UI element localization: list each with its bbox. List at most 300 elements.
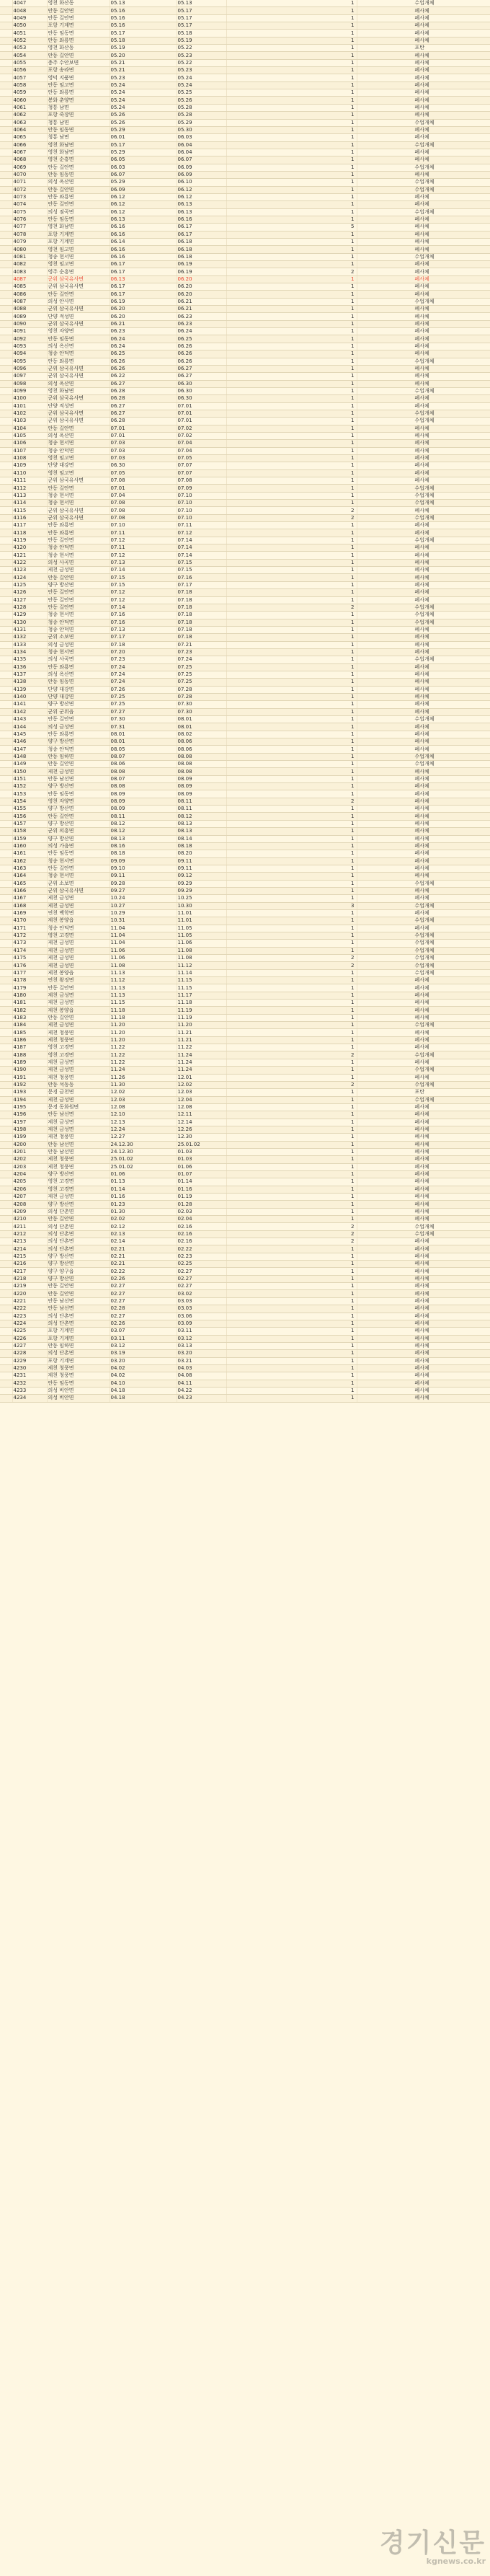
newspaper-watermark	[380, 2523, 486, 2566]
row-marker	[0, 984, 12, 992]
cell-id: 4186	[12, 1036, 47, 1044]
cell-d2: 09.29	[177, 887, 226, 894]
cell-d2: 07.02	[177, 425, 226, 432]
cell-n: 1	[226, 917, 357, 925]
cell-id: 4087	[12, 298, 47, 305]
cell-n: 1	[226, 544, 357, 552]
cell-n: 1	[226, 656, 357, 663]
cell-n: 1	[226, 671, 357, 678]
cell-d1: 07.25	[110, 701, 177, 708]
cell-loc: 양구 방산면	[47, 820, 110, 827]
table-row	[0, 1014, 490, 1021]
table-row	[0, 119, 490, 126]
cell-loc: 안동 길안면	[47, 596, 110, 604]
watermark-url: kgnews.co.kr	[426, 2557, 486, 2566]
cell-s: 폐사체	[357, 1216, 490, 1223]
cell-d2: 06.16	[177, 216, 226, 223]
cell-d1: 05.24	[110, 104, 177, 111]
row-marker	[0, 462, 12, 469]
cell-d1: 08.05	[110, 746, 177, 753]
cell-id: 4139	[12, 686, 47, 693]
table-row	[0, 395, 490, 402]
table-row	[0, 746, 490, 753]
cell-s: 폐사체	[357, 1141, 490, 1148]
cell-n: 2	[226, 1238, 357, 1245]
cell-n: 1	[226, 1305, 357, 1313]
cell-loc: 연천 백학면	[47, 909, 110, 917]
cell-s: 폐사체	[357, 477, 490, 485]
cell-id: 4132	[12, 634, 47, 641]
cell-d1: 07.24	[110, 663, 177, 671]
cell-s: 폐사체	[357, 74, 490, 81]
table-row	[0, 1230, 490, 1238]
cell-id: 4101	[12, 402, 47, 410]
cell-s: 폐사체	[357, 7, 490, 14]
cell-d2: 12.04	[177, 1096, 226, 1103]
cell-s: 폐사체	[357, 738, 490, 746]
row-marker	[0, 0, 12, 7]
cell-d1: 07.16	[110, 612, 177, 619]
table-row	[0, 500, 490, 507]
cell-d2: 02.27	[177, 1283, 226, 1290]
cell-d1: 02.21	[110, 1261, 177, 1268]
row-marker	[0, 522, 12, 529]
table-row	[0, 589, 490, 596]
table-row	[0, 850, 490, 857]
cell-d1: 06.13	[110, 275, 177, 283]
cell-id: 4076	[12, 216, 47, 223]
row-marker	[0, 947, 12, 954]
cell-n: 1	[226, 298, 357, 305]
cell-d1: 11.20	[110, 1029, 177, 1036]
cell-s: 폐사체	[357, 842, 490, 850]
cell-d1: 06.21	[110, 320, 177, 327]
cell-n: 1	[226, 1029, 357, 1036]
table-row	[0, 358, 490, 365]
cell-d2: 02.03	[177, 1208, 226, 1215]
cell-n: 2	[226, 798, 357, 805]
cell-loc: 의성 비안면	[47, 1387, 110, 1394]
cell-d1: 07.11	[110, 529, 177, 537]
table-row	[0, 1051, 490, 1059]
cell-d2: 08.09	[177, 775, 226, 782]
cell-n: 1	[226, 14, 357, 22]
cell-n: 1	[226, 156, 357, 164]
cell-d2: 07.10	[177, 492, 226, 499]
row-marker	[0, 1283, 12, 1290]
cell-n: 1	[226, 693, 357, 700]
watermark-logo: 경기신문	[379, 2528, 486, 2558]
cell-s: 폐사체	[357, 328, 490, 335]
row-marker	[0, 731, 12, 738]
cell-s: 폐사체	[357, 201, 490, 208]
cell-id: 4073	[12, 193, 47, 200]
cell-d1: 05.16	[110, 14, 177, 22]
table-row	[0, 522, 490, 529]
table-row	[0, 1372, 490, 1380]
cell-s: 폐사체	[357, 1170, 490, 1178]
cell-d1: 06.22	[110, 373, 177, 380]
table-row	[0, 723, 490, 731]
cell-d2: 07.18	[177, 596, 226, 604]
cell-d2: 02.04	[177, 1216, 226, 1223]
cell-d2: 06.03	[177, 134, 226, 141]
cell-d1: 04.18	[110, 1395, 177, 1402]
cell-s: 폐사체	[357, 59, 490, 66]
row-marker	[0, 1170, 12, 1178]
table-row	[0, 969, 490, 976]
cell-id: 4156	[12, 813, 47, 820]
row-marker	[0, 1297, 12, 1305]
cell-d1: 01.16	[110, 1194, 177, 1201]
cell-d1: 11.08	[110, 962, 177, 969]
cell-id: 4062	[12, 112, 47, 119]
cell-s: 폐사체	[357, 1186, 490, 1193]
table-row	[0, 89, 490, 97]
cell-id: 4061	[12, 104, 47, 111]
cell-loc: 청송 현서면	[47, 500, 110, 507]
row-marker	[0, 447, 12, 454]
cell-loc: 군위 삼국유사면	[47, 275, 110, 283]
cell-d2: 05.24	[177, 74, 226, 81]
cell-d2: 03.06	[177, 1313, 226, 1320]
cell-loc: 제천 금성면	[47, 1119, 110, 1126]
row-marker	[0, 216, 12, 223]
cell-id: 4053	[12, 45, 47, 52]
row-marker	[0, 574, 12, 581]
cell-d2: 11.17	[177, 992, 226, 999]
cell-id: 4075	[12, 208, 47, 216]
cell-n: 1	[226, 969, 357, 976]
cell-d2: 01.03	[177, 1148, 226, 1155]
row-marker	[0, 1029, 12, 1036]
cell-d1: 06.09	[110, 186, 177, 193]
cell-id: 4158	[12, 828, 47, 835]
row-marker	[0, 895, 12, 902]
cell-s: 폐사체	[357, 1290, 490, 1297]
cell-loc: 의성 단촌면	[47, 1223, 110, 1230]
table-row	[0, 45, 490, 52]
cell-n: 1	[226, 1208, 357, 1215]
row-marker	[0, 790, 12, 798]
cell-d1: 05.20	[110, 52, 177, 59]
cell-id: 4051	[12, 30, 47, 37]
cell-d1: 07.15	[110, 574, 177, 581]
cell-d2: 07.09	[177, 485, 226, 492]
cell-loc: 제천 금성면	[47, 955, 110, 962]
table-row	[0, 193, 490, 200]
cell-loc: 군위 소보면	[47, 880, 110, 887]
cell-d1: 05.24	[110, 81, 177, 89]
cell-n: 1	[226, 275, 357, 283]
cell-loc: 안동 길안면	[47, 813, 110, 820]
row-marker	[0, 1223, 12, 1230]
cell-loc: 안동 길안면	[47, 201, 110, 208]
row-marker	[0, 112, 12, 119]
row-marker	[0, 253, 12, 260]
cell-id: 4160	[12, 842, 47, 850]
row-marker	[0, 828, 12, 835]
cell-id: 4230	[12, 1364, 47, 1372]
cell-d2: 11.05	[177, 925, 226, 932]
table-row	[0, 1387, 490, 1394]
cell-loc: 군위 군위읍	[47, 708, 110, 715]
cell-d2: 08.13	[177, 820, 226, 827]
row-marker	[0, 81, 12, 89]
cell-loc: 포항 기계면	[47, 231, 110, 238]
table-row	[0, 790, 490, 798]
cell-s: 폐사체	[357, 1357, 490, 1364]
cell-d1: 06.19	[110, 298, 177, 305]
cell-d2: 08.18	[177, 842, 226, 850]
cell-id: 4183	[12, 1014, 47, 1021]
table-row	[0, 1320, 490, 1327]
cell-id: 4116	[12, 514, 47, 521]
row-marker	[0, 708, 12, 715]
cell-s: 폐사체	[357, 1156, 490, 1163]
row-marker	[0, 395, 12, 402]
cell-n: 1	[226, 648, 357, 656]
row-marker	[0, 283, 12, 291]
cell-d1: 03.19	[110, 1350, 177, 1357]
cell-loc: 단양 적성면	[47, 313, 110, 320]
cell-d1: 08.08	[110, 768, 177, 775]
cell-n: 1	[226, 126, 357, 133]
cell-id: 4166	[12, 887, 47, 894]
cell-s: 폐사체	[357, 865, 490, 872]
row-marker	[0, 1081, 12, 1088]
row-marker	[0, 1014, 12, 1021]
cell-n: 1	[226, 74, 357, 81]
cell-d2: 08.20	[177, 850, 226, 857]
cell-n: 1	[226, 1186, 357, 1193]
table-row	[0, 164, 490, 171]
cell-d2: 06.09	[177, 164, 226, 171]
cell-n: 1	[226, 820, 357, 827]
cell-s: 폐사체	[357, 275, 490, 283]
table-row	[0, 813, 490, 820]
cell-loc: 청통 남면	[47, 104, 110, 111]
cell-id: 4176	[12, 962, 47, 969]
table-row	[0, 798, 490, 805]
table-row	[0, 201, 490, 208]
row-marker	[0, 306, 12, 313]
cell-loc: 제천 금성면	[47, 1067, 110, 1074]
cell-d1: 08.07	[110, 753, 177, 760]
cell-s: 폐사체	[357, 1126, 490, 1133]
cell-id: 4048	[12, 7, 47, 14]
cell-s: 폐사체	[357, 1111, 490, 1119]
cell-s: 수업개체	[357, 947, 490, 954]
cell-n: 1	[226, 1372, 357, 1380]
cell-n: 1	[226, 977, 357, 984]
cell-s: 폐사체	[357, 1201, 490, 1208]
table-row	[0, 7, 490, 14]
table-row	[0, 126, 490, 133]
cell-n: 1	[226, 873, 357, 880]
cell-n: 1	[226, 522, 357, 529]
cell-d1: 25.01.02	[110, 1163, 177, 1170]
row-marker	[0, 835, 12, 842]
cell-s: 폐사체	[357, 1364, 490, 1372]
row-marker	[0, 298, 12, 305]
cell-n: 1	[226, 454, 357, 462]
cell-loc: 안동 석동동	[47, 1081, 110, 1088]
cell-s: 폐사체	[357, 693, 490, 700]
cell-s: 폐사체	[357, 306, 490, 313]
table-row	[0, 1044, 490, 1051]
table-row	[0, 37, 490, 44]
cell-n: 1	[226, 1194, 357, 1201]
table-row	[0, 768, 490, 775]
cell-loc: 영천 화남면	[47, 224, 110, 231]
cell-loc: 군위 삼국유사면	[47, 887, 110, 894]
table-row	[0, 1261, 490, 1268]
cell-d1: 07.08	[110, 500, 177, 507]
cell-d1: 07.01	[110, 485, 177, 492]
row-marker	[0, 201, 12, 208]
row-marker	[0, 52, 12, 59]
cell-loc: 안동 임하면	[47, 1342, 110, 1349]
cell-d1: 12.13	[110, 1119, 177, 1126]
cell-d1: 05.29	[110, 126, 177, 133]
table-row	[0, 1022, 490, 1029]
cell-n: 1	[226, 1313, 357, 1320]
row-marker	[0, 74, 12, 81]
row-marker	[0, 440, 12, 447]
cell-n: 1	[226, 30, 357, 37]
cell-d2: 06.18	[177, 239, 226, 246]
cell-s: 폐사체	[357, 1268, 490, 1275]
cell-loc: 제천 금성면	[47, 1126, 110, 1133]
row-marker	[0, 1208, 12, 1215]
cell-s: 폐사체	[357, 1074, 490, 1081]
cell-n: 1	[226, 940, 357, 947]
cell-loc: 제천 금성면	[47, 947, 110, 954]
cell-d2: 05.23	[177, 52, 226, 59]
row-marker	[0, 955, 12, 962]
row-marker	[0, 544, 12, 552]
cell-id: 4131	[12, 626, 47, 633]
table-row	[0, 1178, 490, 1186]
cell-loc: 포항 기계면	[47, 22, 110, 30]
row-marker	[0, 679, 12, 686]
cell-loc: 제천 금성면	[47, 1000, 110, 1007]
cell-loc: 충주 수안보면	[47, 59, 110, 66]
row-marker	[0, 925, 12, 932]
cell-d2: 02.27	[177, 1275, 226, 1282]
cell-d2: 07.18	[177, 589, 226, 596]
cell-d2: 06.18	[177, 246, 226, 253]
cell-d1: 11.30	[110, 1081, 177, 1088]
cell-id: 4085	[12, 283, 47, 291]
cell-id: 4106	[12, 440, 47, 447]
cell-s: 수업개체	[357, 253, 490, 260]
cell-d1: 12.10	[110, 1111, 177, 1119]
cell-id: 4077	[12, 224, 47, 231]
cell-loc: 의성 단촌면	[47, 1245, 110, 1253]
cell-n: 1	[226, 432, 357, 439]
cell-loc: 군위 삼국유사면	[47, 507, 110, 514]
cell-id: 4213	[12, 1238, 47, 1245]
cell-loc: 제천 청풍면	[47, 1074, 110, 1081]
cell-n: 1	[226, 581, 357, 588]
row-marker	[0, 373, 12, 380]
cell-d1: 06.25	[110, 350, 177, 358]
row-marker	[0, 239, 12, 246]
cell-loc: 안동 와룡면	[47, 529, 110, 537]
cell-s: 폐사체	[357, 701, 490, 708]
cell-d1: 02.21	[110, 1245, 177, 1253]
cell-d2: 06.07	[177, 156, 226, 164]
table-row	[0, 1245, 490, 1253]
table-row	[0, 887, 490, 894]
cell-d2: 01.03	[177, 1156, 226, 1163]
cell-d1: 08.08	[110, 783, 177, 790]
table-row	[0, 626, 490, 633]
cell-loc: 의성 옥산면	[47, 671, 110, 678]
table-row	[0, 537, 490, 544]
table-row	[0, 335, 490, 343]
row-marker	[0, 559, 12, 566]
cell-d1: 11.24	[110, 1067, 177, 1074]
row-marker	[0, 820, 12, 827]
table-row	[0, 1201, 490, 1208]
cell-d2: 05.17	[177, 14, 226, 22]
cell-s: 폐사체	[357, 723, 490, 731]
table-row	[0, 447, 490, 454]
cell-d1: 06.30	[110, 462, 177, 469]
cell-loc: 의성 가음면	[47, 842, 110, 850]
row-marker	[0, 1290, 12, 1297]
row-marker	[0, 7, 12, 14]
table-row	[0, 1342, 490, 1349]
cell-n: 1	[226, 164, 357, 171]
cell-s: 폐사체	[357, 813, 490, 820]
cell-loc: 안동 와룡면	[47, 358, 110, 365]
cell-d2: 07.21	[177, 641, 226, 648]
cell-s: 수업개체	[357, 537, 490, 544]
cell-d2: 03.20	[177, 1350, 226, 1357]
cell-n: 1	[226, 104, 357, 111]
cell-s: 폐사체	[357, 313, 490, 320]
cell-d1: 08.06	[110, 761, 177, 768]
row-marker	[0, 59, 12, 66]
cell-d1: 11.22	[110, 1059, 177, 1066]
cell-d2: 06.19	[177, 261, 226, 268]
cell-d2: 08.12	[177, 813, 226, 820]
row-marker	[0, 469, 12, 477]
cell-id: 4115	[12, 507, 47, 514]
table-row	[0, 1335, 490, 1342]
row-marker	[0, 1320, 12, 1327]
cell-id: 4107	[12, 447, 47, 454]
cell-d1: 04.10	[110, 1380, 177, 1387]
cell-d1: 10.31	[110, 917, 177, 925]
cell-d1: 03.12	[110, 1342, 177, 1349]
row-marker	[0, 45, 12, 52]
cell-loc: 영천 화남면	[47, 141, 110, 149]
table-row	[0, 1313, 490, 1320]
cell-d2: 07.25	[177, 671, 226, 678]
table-row	[0, 1297, 490, 1305]
cell-n: 1	[226, 1126, 357, 1133]
row-marker	[0, 1216, 12, 1223]
cell-d2: 12.30	[177, 1134, 226, 1141]
cell-d1: 07.15	[110, 581, 177, 588]
cell-d2: 07.18	[177, 626, 226, 633]
cell-id: 4163	[12, 865, 47, 872]
